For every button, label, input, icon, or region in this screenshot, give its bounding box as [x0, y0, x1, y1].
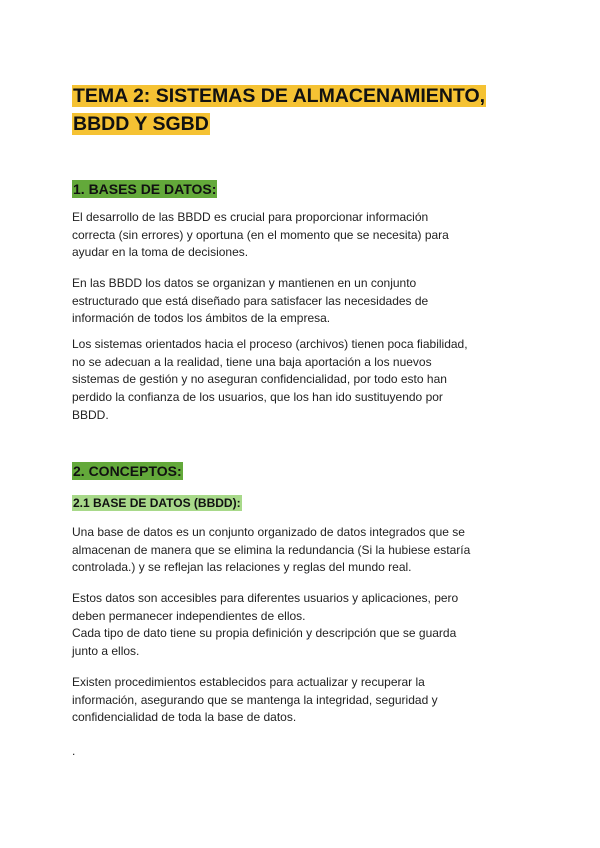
- text-line: información de todos los ámbitos de la empresa.: [72, 311, 331, 326]
- text-line: Cada tipo de dato tiene su propia definición y descripción que se guarda: [72, 626, 457, 641]
- title-line-1: TEMA 2: SISTEMAS DE ALMACENAMIENTO,: [73, 85, 486, 107]
- text-line: perdido la confianza de los usuarios, que los han ido sustituyendo por: [72, 390, 443, 405]
- paragraph-bbdd-importance: [72, 209, 532, 262]
- paragraph-procedures: [72, 674, 532, 727]
- section-heading-text: 1. BASES DE DATOS:: [73, 181, 217, 197]
- text-line: Estos datos son accesibles para diferentes usuarios y aplicaciones, pero: [72, 591, 459, 605]
- text-line: deben permanecer independientes de ellos.: [72, 608, 306, 623]
- text-line: no se adecuan a la realidad, tiene una baja aportación a los nuevos: [72, 354, 432, 369]
- text-line: estructurado que está diseñado para satisfacer las necesidades de: [72, 293, 429, 308]
- section-heading-bases-de-datos: [72, 180, 217, 198]
- trailing-mark: .: [72, 744, 76, 758]
- text-line: confidencialidad de toda la base de datos.: [72, 710, 297, 725]
- text-line: información, asegurando que se mantenga la integridad, seguridad y: [72, 692, 438, 707]
- text-line: El desarrollo de las BBDD es crucial para proporcionar información: [72, 210, 429, 224]
- document-title: [72, 82, 512, 138]
- text-line: Una base de datos es un conjunto organizado de datos integrados que se: [72, 525, 465, 539]
- text-line: controlada.) y se reflejan las relaciones y reglas del mundo real.: [72, 560, 412, 575]
- text-line: junto a ellos.: [72, 644, 140, 659]
- paragraph-data-access: [72, 590, 532, 661]
- paragraph-bbdd-definition: [72, 524, 532, 577]
- text-line: Existen procedimientos establecidos para actualizar y recuperar la: [72, 675, 425, 689]
- paragraph-bbdd-organization: [72, 275, 532, 328]
- text-line: ayudar en la toma de decisiones.: [72, 245, 249, 260]
- subsection-heading-base-de-datos: [72, 495, 242, 511]
- section-heading-text: 2. CONCEPTOS:: [73, 463, 182, 479]
- text-line: Los sistemas orientados hacia el proceso (archivos) tienen poca fiabilidad,: [72, 337, 468, 351]
- section-heading-conceptos: [72, 462, 183, 480]
- text-line: correcta (sin errores) y oportuna (en el momento que se necesita) para: [72, 227, 449, 242]
- text-line: BBDD.: [72, 407, 109, 422]
- text-line: En las BBDD los datos se organizan y mantienen en un conjunto: [72, 276, 417, 290]
- title-line-2: BBDD Y SGBD: [73, 113, 209, 135]
- text-line: sistemas de gestión y no aseguran confidencialidad, por todo esto han: [72, 372, 447, 387]
- paragraph-process-systems: [72, 336, 532, 425]
- subsection-heading-text: 2.1 BASE DE DATOS (BBDD):: [73, 496, 241, 510]
- text-line: almacenan de manera que se elimina la redundancia (Si la hubiese estaría: [72, 542, 471, 557]
